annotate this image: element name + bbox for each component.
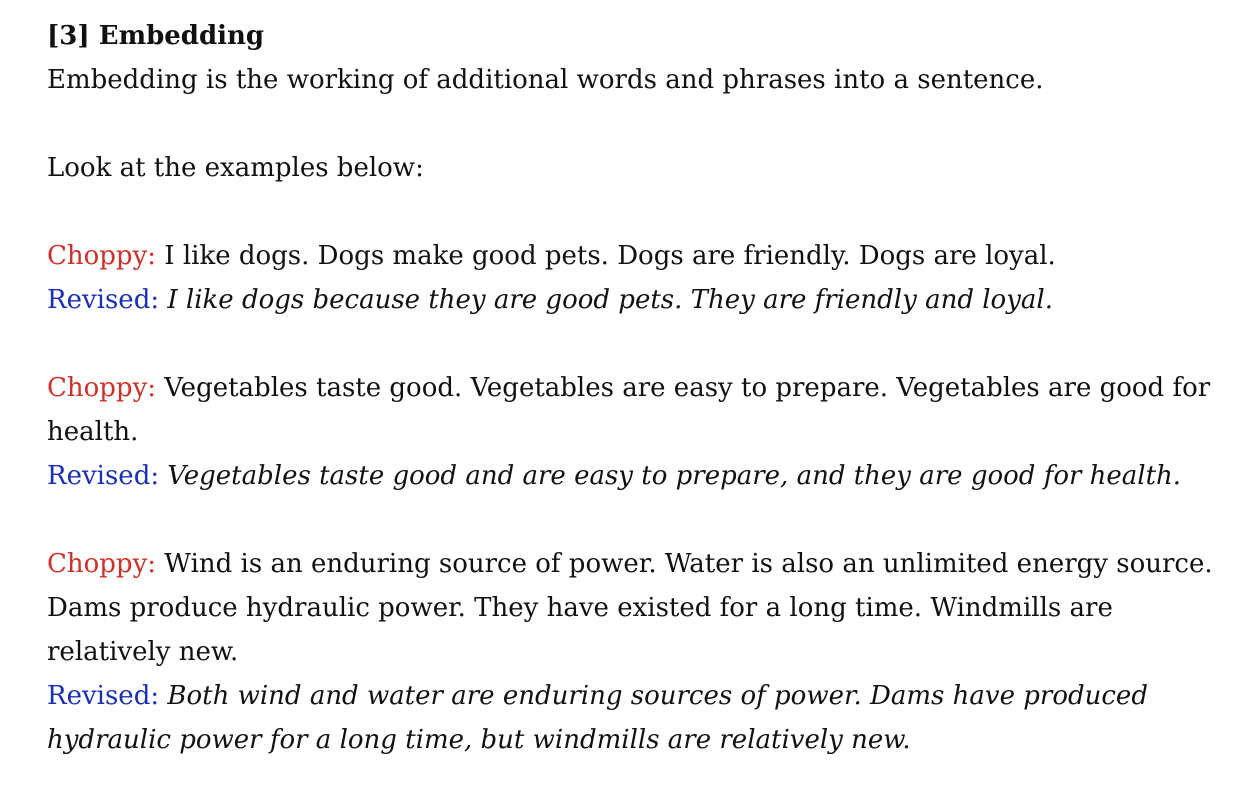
choppy-line xyxy=(47,234,1232,278)
example-block xyxy=(47,366,1232,498)
examples-prompt: Look at the examples below: xyxy=(47,153,424,183)
choppy-label: Choppy: xyxy=(47,373,157,403)
choppy-label: Choppy: xyxy=(47,241,157,271)
revised-line xyxy=(47,278,1232,322)
choppy-line xyxy=(47,366,1232,454)
revised-label: Revised: xyxy=(47,285,160,315)
choppy-text: Vegetables taste good. Vegetables are easy to prepare. Vegetables are good for health. xyxy=(47,373,1211,447)
revised-text: Vegetables taste good and are easy to prepare, and they are good for health. xyxy=(159,461,1182,491)
example-block xyxy=(47,234,1232,322)
revised-text: I like dogs because they are good pets. They are friendly and loyal. xyxy=(159,285,1053,315)
intro-text: Embedding is the working of additional words and phrases into a sentence. xyxy=(47,65,1044,95)
section-heading: [3] Embedding xyxy=(47,21,265,51)
revised-line xyxy=(47,454,1232,498)
revised-label: Revised: xyxy=(47,681,160,711)
example-block xyxy=(47,542,1232,762)
revised-text: Both wind and water are enduring sources of power. Dams have produced hydraulic power for a long time, but windmills are relatively new. xyxy=(47,681,1148,755)
choppy-line xyxy=(47,542,1232,674)
choppy-text: I like dogs. Dogs make good pets. Dogs are friendly. Dogs are loyal. xyxy=(156,241,1056,271)
choppy-text: Wind is an enduring source of power. Water is also an unlimited energy source. Dams produce hydraulic power. They have existed for a long time. Windmills are relatively new. xyxy=(47,549,1213,667)
revised-line xyxy=(47,674,1232,762)
choppy-label: Choppy: xyxy=(47,549,157,579)
revised-label: Revised: xyxy=(47,461,160,491)
